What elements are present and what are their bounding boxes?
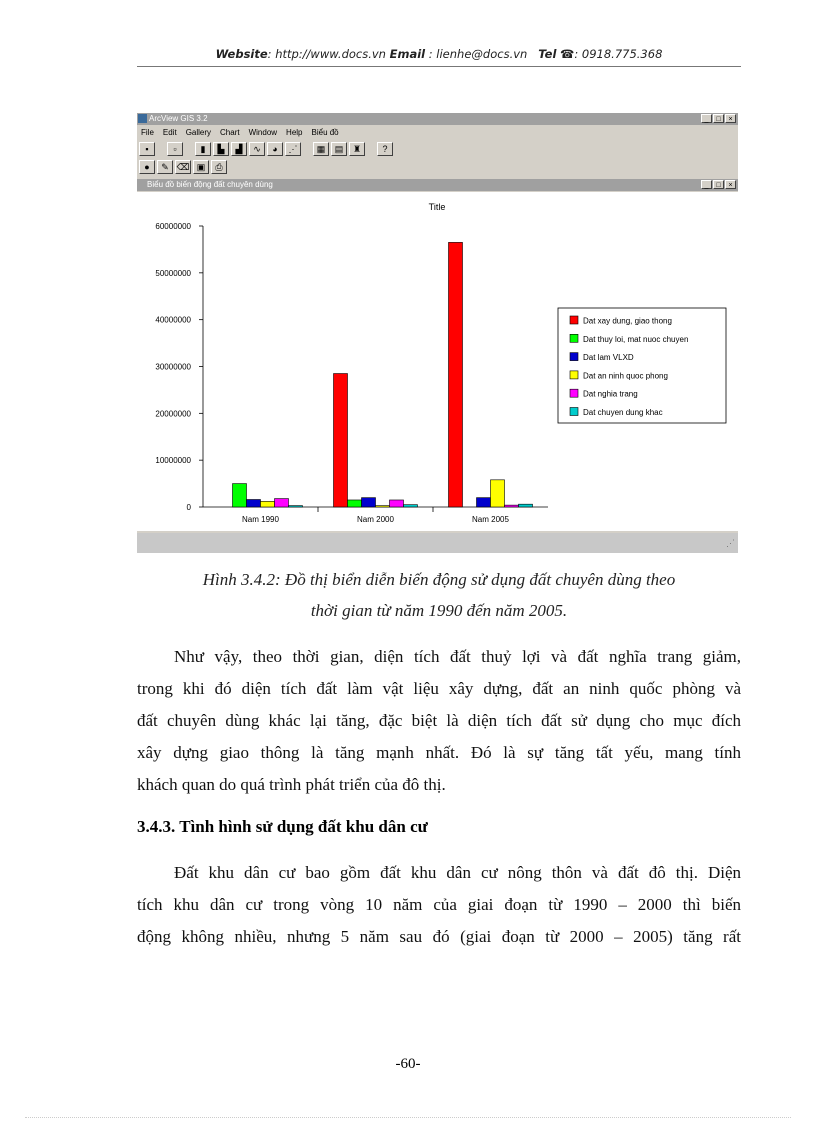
legend-swatch <box>570 334 578 342</box>
x-tick-label: Nam 1990 <box>242 515 279 524</box>
y-tick-label: 60000000 <box>155 222 191 231</box>
bar <box>477 498 491 507</box>
chart-type-pie-icon[interactable]: ◕ <box>267 142 283 156</box>
print-icon[interactable]: ⎙ <box>211 160 227 174</box>
y-tick-label: 30000000 <box>155 362 191 372</box>
bar <box>233 484 247 507</box>
figure-caption-line-2: thời gian từ năm 1990 đến năm 2005. <box>310 601 568 620</box>
paragraph-2 <box>137 857 741 953</box>
email-value: : lienhe@docs.vn <box>425 47 528 61</box>
y-tick-label: 10000000 <box>155 456 191 466</box>
legend-label: Dat chuyen dung khac <box>583 408 663 417</box>
paragraph-line: Đất khu dân cư bao gồm đất khu dân cư nông thôn và đất đô thị. Diện <box>174 863 741 882</box>
menu-window[interactable]: Window <box>248 128 278 137</box>
bar <box>261 501 275 507</box>
toolbar-tools <box>139 160 227 174</box>
y-tick-label: 50000000 <box>155 268 191 278</box>
pencil-icon[interactable]: ✎ <box>157 160 173 174</box>
page-header <box>137 47 741 61</box>
chart-type-line-icon[interactable]: ∿ <box>249 142 265 156</box>
website-label: Website <box>215 47 268 61</box>
y-tick-label: 40000000 <box>155 315 191 325</box>
app-icon <box>138 114 147 123</box>
x-tick-label: Nam 2000 <box>357 515 394 524</box>
paragraph-line: đất chuyên dùng khác lại tăng, đặc biệt là diện tích đất sử dụng cho mục đích <box>137 711 741 730</box>
erase-icon[interactable]: ⌫ <box>176 162 190 172</box>
legend-swatch <box>570 353 578 361</box>
save-icon[interactable]: ▪ <box>139 142 155 156</box>
chart-window-titlebar <box>137 179 738 191</box>
bar-chart <box>137 192 738 531</box>
legend-label: Dat an ninh quoc phong <box>583 371 668 381</box>
chart-type-scatter-icon[interactable]: ⋰ <box>285 142 301 156</box>
window-titlebar <box>137 113 738 125</box>
paragraph-line: tích khu dân cư trong vòng 10 năm của giai đoạn từ 1990 – 2000 thì biến <box>137 895 741 914</box>
bar <box>275 499 289 507</box>
chart-type-column-icon[interactable]: ▟ <box>231 142 247 156</box>
footer-rule <box>25 1117 791 1118</box>
y-tick-label: 0 <box>186 503 191 512</box>
legend-swatch <box>570 371 578 379</box>
chart-minimize-button[interactable]: _ <box>701 180 712 189</box>
binoculars-icon[interactable]: ♜ <box>349 142 365 156</box>
bar <box>289 506 303 507</box>
email-label: Email <box>389 47 426 61</box>
paragraph-line: trong khi đó diện tích đất làm vật liệu xây dựng, đất an ninh quốc phòng và <box>137 679 741 698</box>
phone-icon: ☎ <box>560 47 575 61</box>
chart-series-icon[interactable]: ▤ <box>331 142 347 156</box>
bar <box>362 498 376 507</box>
menu-edit[interactable]: Edit <box>162 128 177 137</box>
tel-label: Tel <box>538 47 557 61</box>
menu-file[interactable]: File <box>141 128 154 137</box>
paragraph-line: xây dựng giao thông là tăng mạnh nhất. Đó là sự tăng tất yếu, mang tính <box>137 743 741 762</box>
legend <box>558 308 726 423</box>
page-number: -60- <box>395 1056 421 1072</box>
resize-grip-icon: ⋰ <box>726 538 735 548</box>
tel-value: : 0918.775.368 <box>574 47 663 61</box>
bar <box>449 242 463 507</box>
maximize-button[interactable]: □ <box>713 114 724 123</box>
legend-label: Dat lam VLXD <box>583 353 634 363</box>
header-rule <box>137 66 741 67</box>
figure-caption-line-1: Hình 3.4.2: Đồ thị biển diễn biến động sử dụng đất chuyên dùng theo <box>202 570 676 589</box>
chart-element-icon[interactable]: ▦ <box>313 142 329 156</box>
bar <box>491 480 505 507</box>
legend-label: Dat nghia trang <box>583 389 638 399</box>
x-tick-label: Nam 2005 <box>472 515 509 524</box>
info-icon[interactable]: ● <box>139 160 155 174</box>
legend-swatch <box>570 408 578 416</box>
bar <box>404 505 418 507</box>
chart-title: Title <box>428 202 446 212</box>
bar <box>376 506 390 507</box>
paragraph-line: động không nhiều, nhưng 5 năm sau đó (giai đoạn từ 2000 – 2005) tăng rất <box>137 927 741 946</box>
window-title: ArcView GIS 3.2 <box>149 114 208 123</box>
legend-label: Dat xay dung, giao thong <box>583 316 672 326</box>
properties-icon[interactable]: ▫ <box>167 142 183 156</box>
menu-bar <box>137 127 738 139</box>
chart-type-stacked-icon[interactable]: ▙ <box>213 142 229 156</box>
help-pointer-icon[interactable]: ? <box>377 142 393 156</box>
status-bar <box>137 533 738 553</box>
menu-help[interactable]: Help <box>286 128 303 137</box>
website-value: : http://www.docs.vn <box>267 47 386 61</box>
bar <box>348 500 362 507</box>
menu-gallery[interactable]: Gallery <box>185 128 212 137</box>
legend-swatch <box>570 316 578 324</box>
legend-swatch <box>570 389 578 397</box>
chart-type-bar-icon[interactable]: ▮ <box>195 142 211 156</box>
bar <box>247 500 261 507</box>
bar <box>334 374 348 507</box>
chart-close-button[interactable]: × <box>725 180 736 189</box>
select-icon[interactable]: ▣ <box>193 160 209 174</box>
y-tick-label: 20000000 <box>155 409 191 419</box>
close-button[interactable]: × <box>725 114 736 123</box>
paragraph-line: Như vậy, theo thời gian, diện tích đất thuỷ lợi và đất nghĩa trang giảm, <box>174 647 741 666</box>
chart-window-title: Biểu đồ biến động đất chuyên dùng <box>147 180 273 189</box>
legend-label: Dat thuy loi, mat nuoc chuyen <box>583 334 689 344</box>
bar <box>519 504 533 507</box>
app-window-screenshot <box>137 113 738 553</box>
bar <box>505 505 519 507</box>
paragraph-1 <box>137 641 741 801</box>
chart-maximize-button[interactable]: □ <box>713 180 724 189</box>
menu-bieu-do[interactable]: Biểu đồ <box>311 128 339 137</box>
toolbar-main <box>139 142 393 156</box>
menu-chart[interactable]: Chart <box>220 128 240 137</box>
chart-area <box>137 192 738 531</box>
paragraph-line: khách quan do quá trình phát triển của đô thị. <box>137 775 446 794</box>
minimize-button[interactable]: _ <box>701 114 712 123</box>
section-heading: 3.4.3. Tình hình sử dụng đất khu dân cư <box>137 817 428 836</box>
bar <box>390 500 404 507</box>
